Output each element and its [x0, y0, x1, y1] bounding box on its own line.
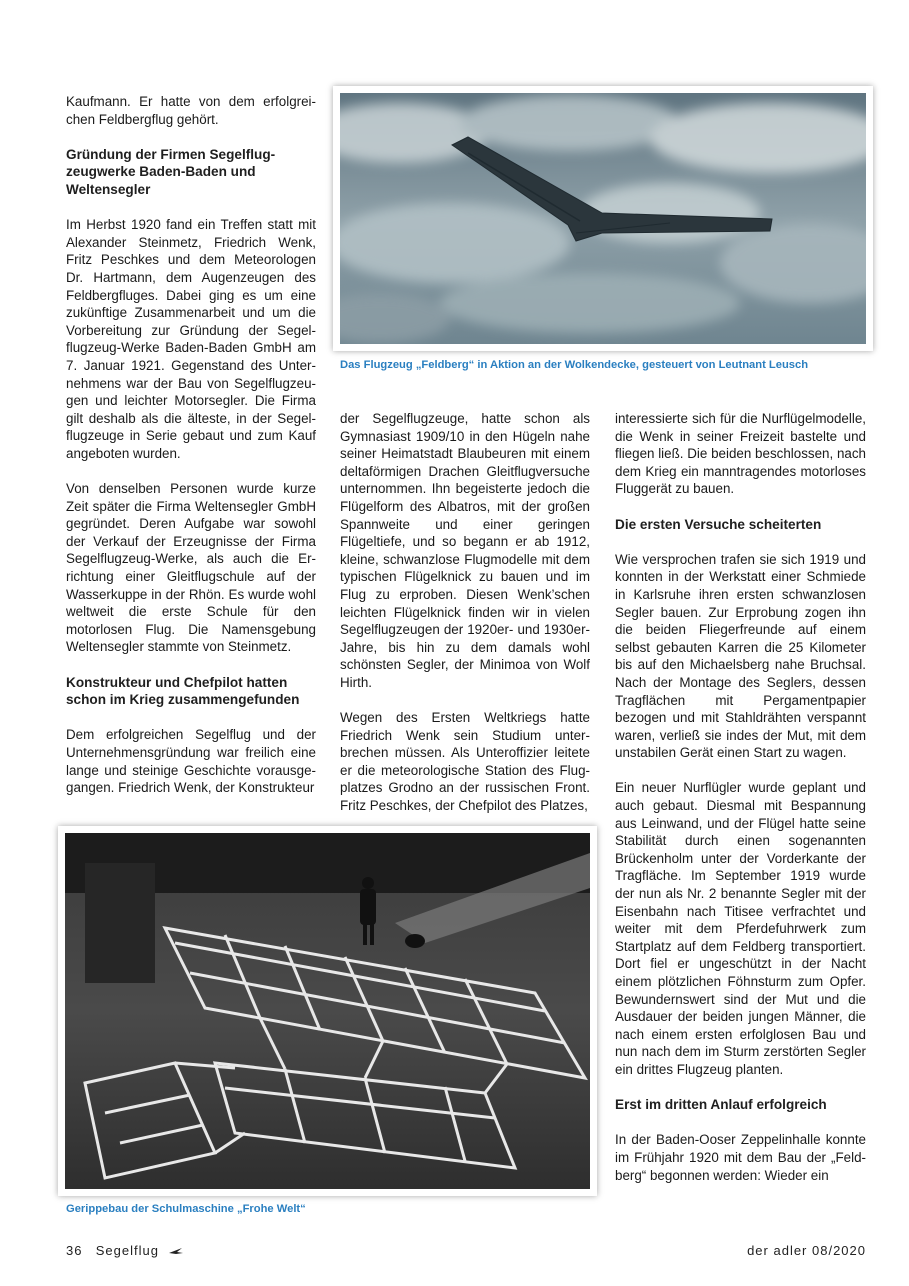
col3-heading-versuche: Die ersten Versuche scheiterten: [615, 516, 822, 532]
col1-paragraph-2: Im Herbst 1920 fand ein Treffen statt mit Alexander Steinmetz, Friedrich Wenk, Fritz Peschkes und dem Meteorologen Dr. Hartmann, dem Augenzeugen des Feldbergfluges. Dabei ging es um eine zukünftige Zusammenarbeit und um die Vorbereitung zur Gründung der Segelflugzeug-Werke Baden-Baden GmbH am 7. Januar 1921. Gegenstand des Unternehmens war der Bau von Segelflugzeugen und leichter Motorsegler. Die Firma gilt deshalb als die älteste, in der Segelflugzeuge in Serie gebaut und zum Kauf angeboten wurden.: [66, 217, 316, 461]
col2-paragraph-1: der Segelflugzeuge, hatte schon als Gymnasiast 1909/10 in den Hügeln nahe seiner Heimatstadt Blaubeuren mit einem deltaförmigen Drachen Gleitflugversuche unternommen. Ihn begeisterte jedoch die Flügelform des Albatros, mit der großen Spannweite und einer geringen Flügeltiefe, und so begann er ab 1912, kleine, schwanzlose Flugmodelle mit dem typischen Flügelknick zu bauen und im Flug zu erproben. Diesen Wenk’schen leichten Flügelknick finden wir in vielen Segelflugzeugen der 1920er- und 1930er-Jahre, bis hin zu dem damals wohl schönsten Segler, der Minimoa von Wolf Hirth.: [340, 411, 590, 690]
section-name: Segelflug: [95, 1243, 159, 1258]
col1-paragraph-4: Dem erfolgreichen Segelflug und der Unternehmensgründung war freilich eine lange und steinige Geschichte vorausgegangen. Friedrich Wenk, der Konstrukteur: [66, 727, 316, 796]
col1-paragraph-1: Kaufmann. Er hatte von dem erfolgreichen Feldbergflug gehört.: [66, 94, 316, 127]
column-2: [340, 410, 590, 832]
photo-feldberg-frame: [333, 86, 873, 351]
col3-paragraph-4: In der Baden-Ooser Zeppelinhalle konnte im Frühjahr 1920 mit dem Bau der „Feldberg“ begonnen werden: Wieder ein: [615, 1132, 866, 1183]
col1-heading-firmen: Gründung der Firmen Segelflugzeugwerke Baden-Baden und Weltensegler: [66, 146, 276, 197]
footer-right: der adler 08/2020: [747, 1243, 866, 1258]
col1-paragraph-3: Von denselben Personen wurde kurze Zeit später die Firma Weltensegler GmbH gegründet. Deren Aufgabe war sowohl der Verkauf der Erzeugnisse der Firma Segelflugzeug-Werke, als auch die Errichtung einer Gleitflugschule auf der Wasserkuppe in der Rhön. Es wurde wohl weltweit die erste Schule für den motorlosen Flug. Die Namensgebung Weltensegler stammte von Steinmetz.: [66, 481, 316, 655]
photo-feldberg-caption: Das Flugzeug „Feldberg“ in Aktion an der Wolkendecke, gesteuert von Leutnant Leusch: [340, 359, 809, 371]
photo-frohe-welt-caption: Gerippebau der Schulmaschine „Frohe Welt“: [66, 1203, 306, 1215]
page-number: 36: [66, 1243, 83, 1258]
col2-paragraph-2: Wegen des Ersten Weltkriegs hatte Friedrich Wenk sein Studium unterbrechen müssen. Als Unteroffizier leitete er die meteorologische Station des Flugplatzes Grodno an der russischen Front. Fritz Peschkes, der Chefpilot des Platzes,: [340, 710, 590, 814]
col3-paragraph-2: Wie versprochen trafen sie sich 1919 und konnten in der Werkstatt einer Schmiede in Karlsruhe ihren ersten schwanzlosen Segler bauen. Zur Erprobung zogen ihn die beiden Fliegerfreunde auf einem selbst gebauten Karren die 25 Kilometer bis auf den Michaelsberg nahe Bruchsal. Nach der Montage des Seglers, dessen Tragflächen mit Pergamentpapier bezogen und mit Stahldrähten verspannt waren, verließ sie indes der Mut, mit dem unstabilen Gerät einen Start zu wagen.: [615, 551, 866, 761]
col3-paragraph-3: Ein neuer Nurflügler wurde geplant und auch gebaut. Diesmal mit Bespannung aus Leinwand, und der Flügel hatte seine Stabilität durch einen sogenannten Brückenholm unter der Vorderkante der Tragfläche. Im September 1919 wurde der nun als Nr. 2 benannte Segler mit der Eisenbahn nach Titisee verfrachtet und weiter mit dem Pferdefuhrwerk zum Startplatz auf dem Feldberg transportiert. Dort fiel er ungeschützt in der Nacht einem plötzlichen Föhnsturm zum Opfer. Bewundernswert sind der Mut und die Ausdauer der beiden jungen Männer, die nach einem ersten erfolglosen Bau und nun nach dem im Sturm zerstörten Segler ein drittes Flugzeug planten.: [615, 780, 866, 1077]
glider-icon: [168, 1244, 184, 1259]
col3-heading-dritter-anlauf: Erst im dritten Anlauf erfolgreich: [615, 1097, 827, 1113]
column-3: [615, 410, 866, 1202]
footer-left: [66, 1243, 184, 1259]
column-1: [66, 93, 316, 814]
photo-frohe-welt-frame: [58, 826, 597, 1196]
photo-feldberg-glider: [340, 93, 866, 344]
col1-heading-konstrukteur: Konstrukteur und Chefpilot hatten schon im Krieg zusammengefunden: [66, 674, 300, 708]
photo-frohe-welt-skeleton: [65, 833, 590, 1189]
col3-paragraph-1: interessierte sich für die Nurflügelmodelle, die Wenk in seiner Freizeit bastelte und fliegen ließ. Die beiden beschlossen, nach dem Krieg ein manntragendes motorloses Fluggerät zu bauen.: [615, 411, 866, 497]
